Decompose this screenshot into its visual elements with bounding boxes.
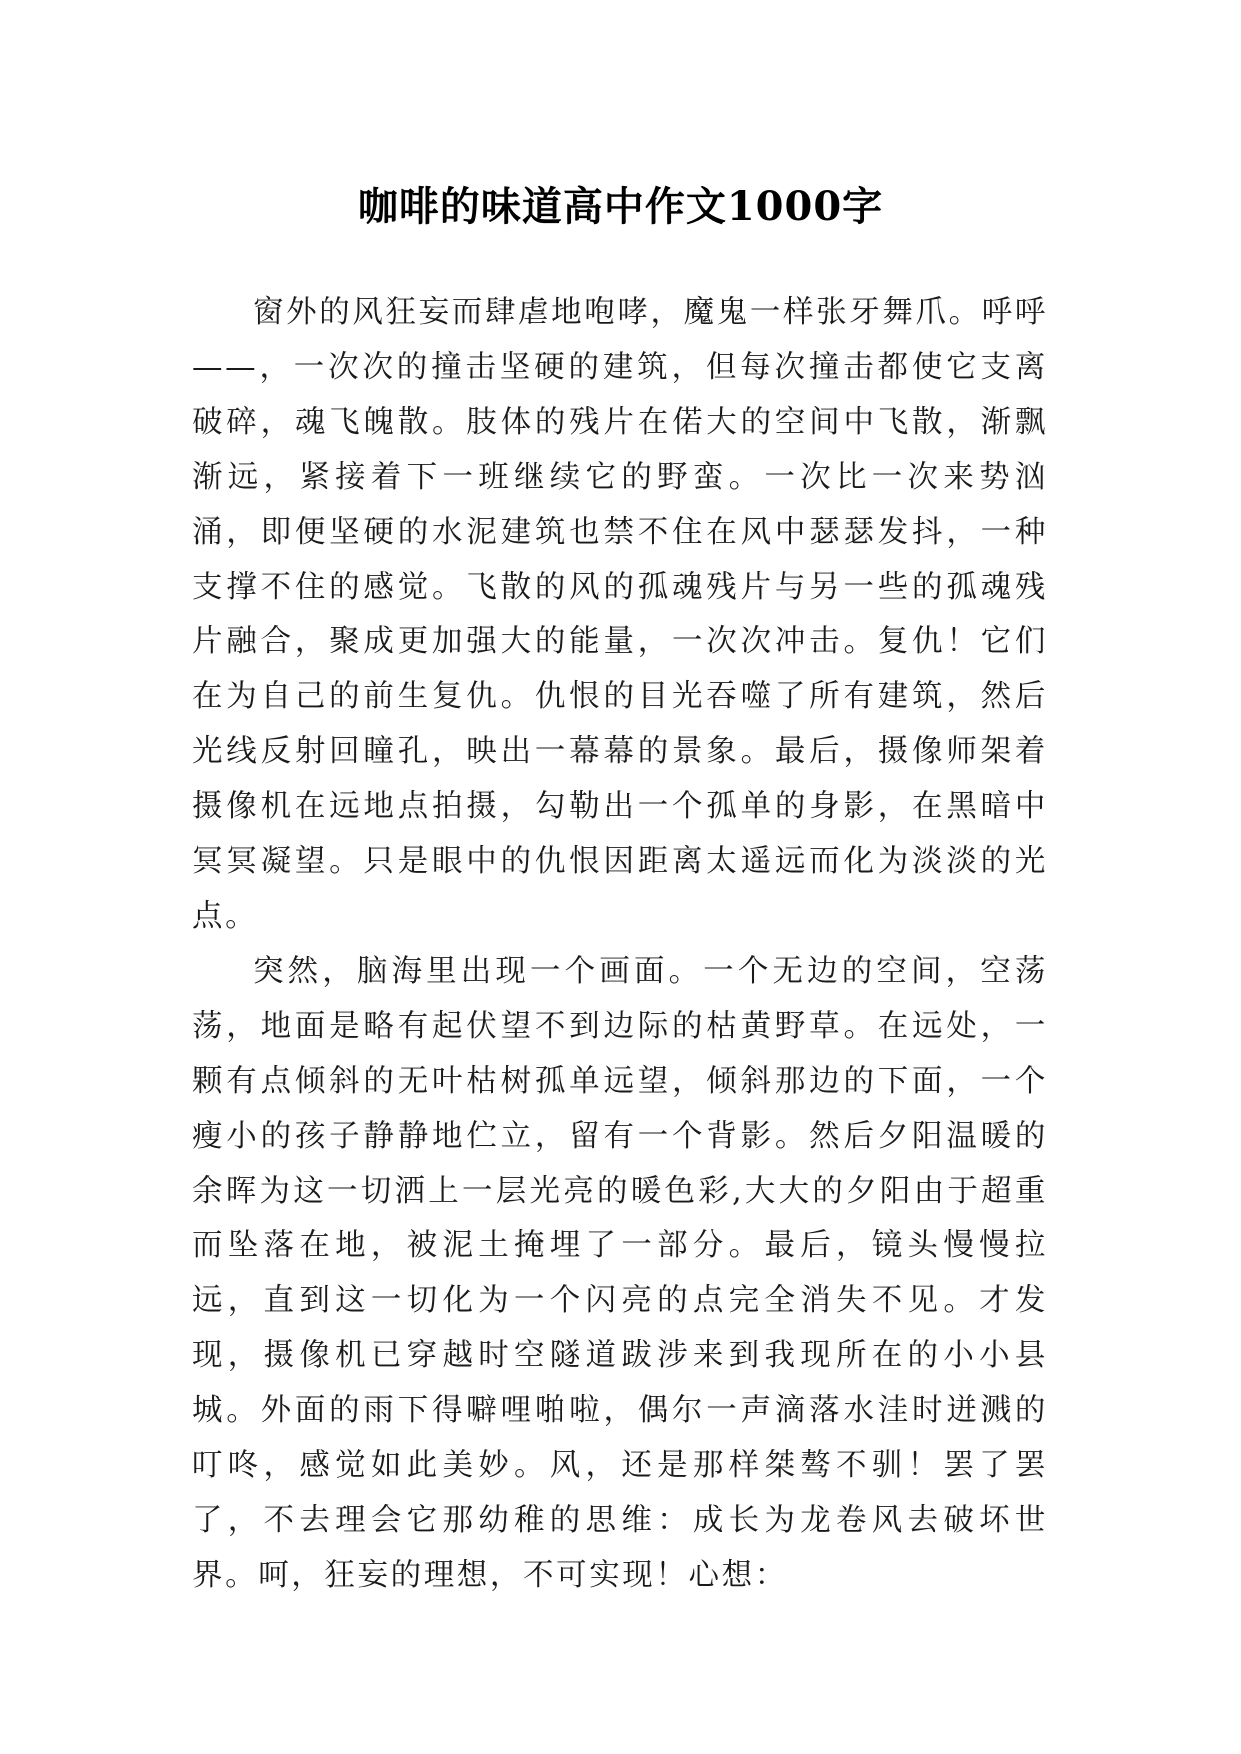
paragraph-2: 突然，脑海里出现一个画面。一个无边的空间，空荡荡，地面是略有起伏望不到边际的枯黄野草。在远处，一颗有点倾斜的无叶枯树孤单远望，倾斜那边的下面，一个瘦小的孩子静静地伫立，留有一个背影。然后夕阳温暖的余晖为这一切洒上一层光亮的暖色彩,大大的夕阳由于超重而坠落在地，被泥土掩埋了一部分。最后，镜头慢慢拉远，直到这一切化为一个闪亮的点完全消失不见。才发现，摄像机已穿越时空隧道跋涉来到我现所在的小小县城。外面的雨下得噼哩啪啦，偶尔一声滴落水洼时迸溅的叮咚，感觉如此美妙。风，还是那样桀骜不驯！罢了罢了，不去理会它那幼稚的思维：成长为龙卷风去破坏世界。呵，狂妄的理想，不可实现！心想： bbox=[192, 953, 1048, 1593]
document-body bbox=[192, 286, 1048, 1604]
paragraph-1: 窗外的风狂妄而肆虐地咆哮，魔鬼一样张牙舞爪。呼呼——，一次次的撞击坚硬的建筑，但每次撞击都使它支离破碎，魂飞魄散。肢体的残片在偌大的空间中飞散，渐飘渐远，紧接着下一班继续它的野蛮。一次比一次来势汹涌，即便坚硬的水泥建筑也禁不住在风中瑟瑟发抖，一种支撑不住的感觉。飞散的风的孤魂残片与另一些的孤魂残片融合，聚成更加强大的能量，一次次冲击。复仇！它们在为自己的前生复仇。仇恨的目光吞噬了所有建筑，然后光线反射回瞳孔，映出一幕幕的景象。最后，摄像师架着摄像机在远地点拍摄，勾勒出一个孤单的身影，在黑暗中冥冥凝望。只是眼中的仇恨因距离太遥远而化为淡淡的光点。 bbox=[192, 295, 1048, 934]
document-title: 咖啡的味道高中作文1000字 bbox=[357, 182, 884, 230]
